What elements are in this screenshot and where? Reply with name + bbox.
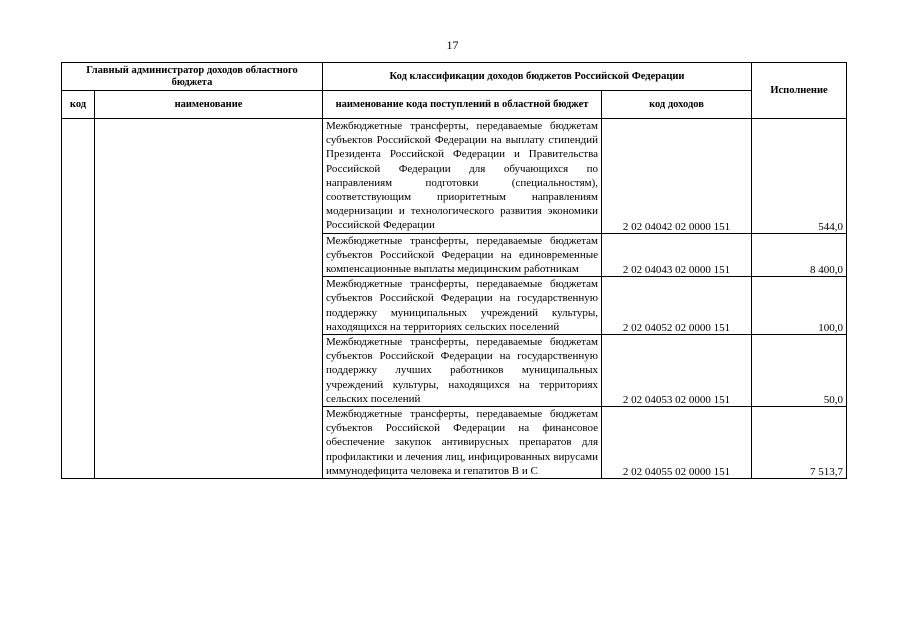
execution-amount-cell: 8 400,0 xyxy=(752,233,847,277)
receipt-name-cell: Межбюджетные трансферты, передаваемые бюджетам субъектов Российской Федерации на выплату стипендий Президента Российской Федерации и Правительства Российской Федерации для обучающихся по направлениям подготовки (специальностям), соответствующим приоритетным направлениям модернизации и технологического развития экономики Российской Федерации xyxy=(323,119,602,234)
header-code: код xyxy=(62,91,95,119)
admin-name-cell xyxy=(95,119,323,479)
execution-amount-cell: 50,0 xyxy=(752,335,847,407)
income-code-cell: 2 02 04053 02 0000 151 xyxy=(602,335,752,407)
income-code-cell: 2 02 04043 02 0000 151 xyxy=(602,233,752,277)
income-code-cell: 2 02 04055 02 0000 151 xyxy=(602,407,752,479)
receipt-name-cell: Межбюджетные трансферты, передаваемые бюджетам субъектов Российской Федерации на единовременные компенсационные выплаты медицинским работникам xyxy=(323,233,602,277)
execution-amount-cell: 7 513,7 xyxy=(752,407,847,479)
receipt-name-cell: Межбюджетные трансферты, передаваемые бюджетам субъектов Российской Федерации на финансовое обеспечение закупок антивирусных препаратов для профилактики и лечения лиц, инфицированных вирусами иммунодефицита человека и гепатитов B и C xyxy=(323,407,602,479)
income-code-cell: 2 02 04052 02 0000 151 xyxy=(602,277,752,335)
receipt-name-cell: Межбюджетные трансферты, передаваемые бюджетам субъектов Российской Федерации на государственную поддержку муниципальных учреждений культуры, находящихся на территориях сельских поселений xyxy=(323,277,602,335)
table-row xyxy=(62,119,847,234)
page-number: 17 xyxy=(446,38,459,52)
header-classification-group: Код классификации доходов бюджетов Российской Федерации xyxy=(323,63,752,91)
header-execution: Исполнение xyxy=(752,63,847,119)
budget-revenue-table xyxy=(61,62,847,479)
income-code-cell: 2 02 04042 02 0000 151 xyxy=(602,119,752,234)
header-income-code: код доходов xyxy=(602,91,752,119)
receipt-name-cell: Межбюджетные трансферты, передаваемые бюджетам субъектов Российской Федерации на государственную поддержку лучших работников муниципальных учреждений культуры, находящихся на территориях сельских поселений xyxy=(323,335,602,407)
header-admin-group: Главный администратор доходов областного бюджета xyxy=(62,63,323,91)
execution-amount-cell: 544,0 xyxy=(752,119,847,234)
admin-code-cell xyxy=(62,119,95,479)
header-receipt-name: наименование кода поступлений в областной бюджет xyxy=(323,91,602,119)
header-name: наименование xyxy=(95,91,323,119)
execution-amount-cell: 100,0 xyxy=(752,277,847,335)
